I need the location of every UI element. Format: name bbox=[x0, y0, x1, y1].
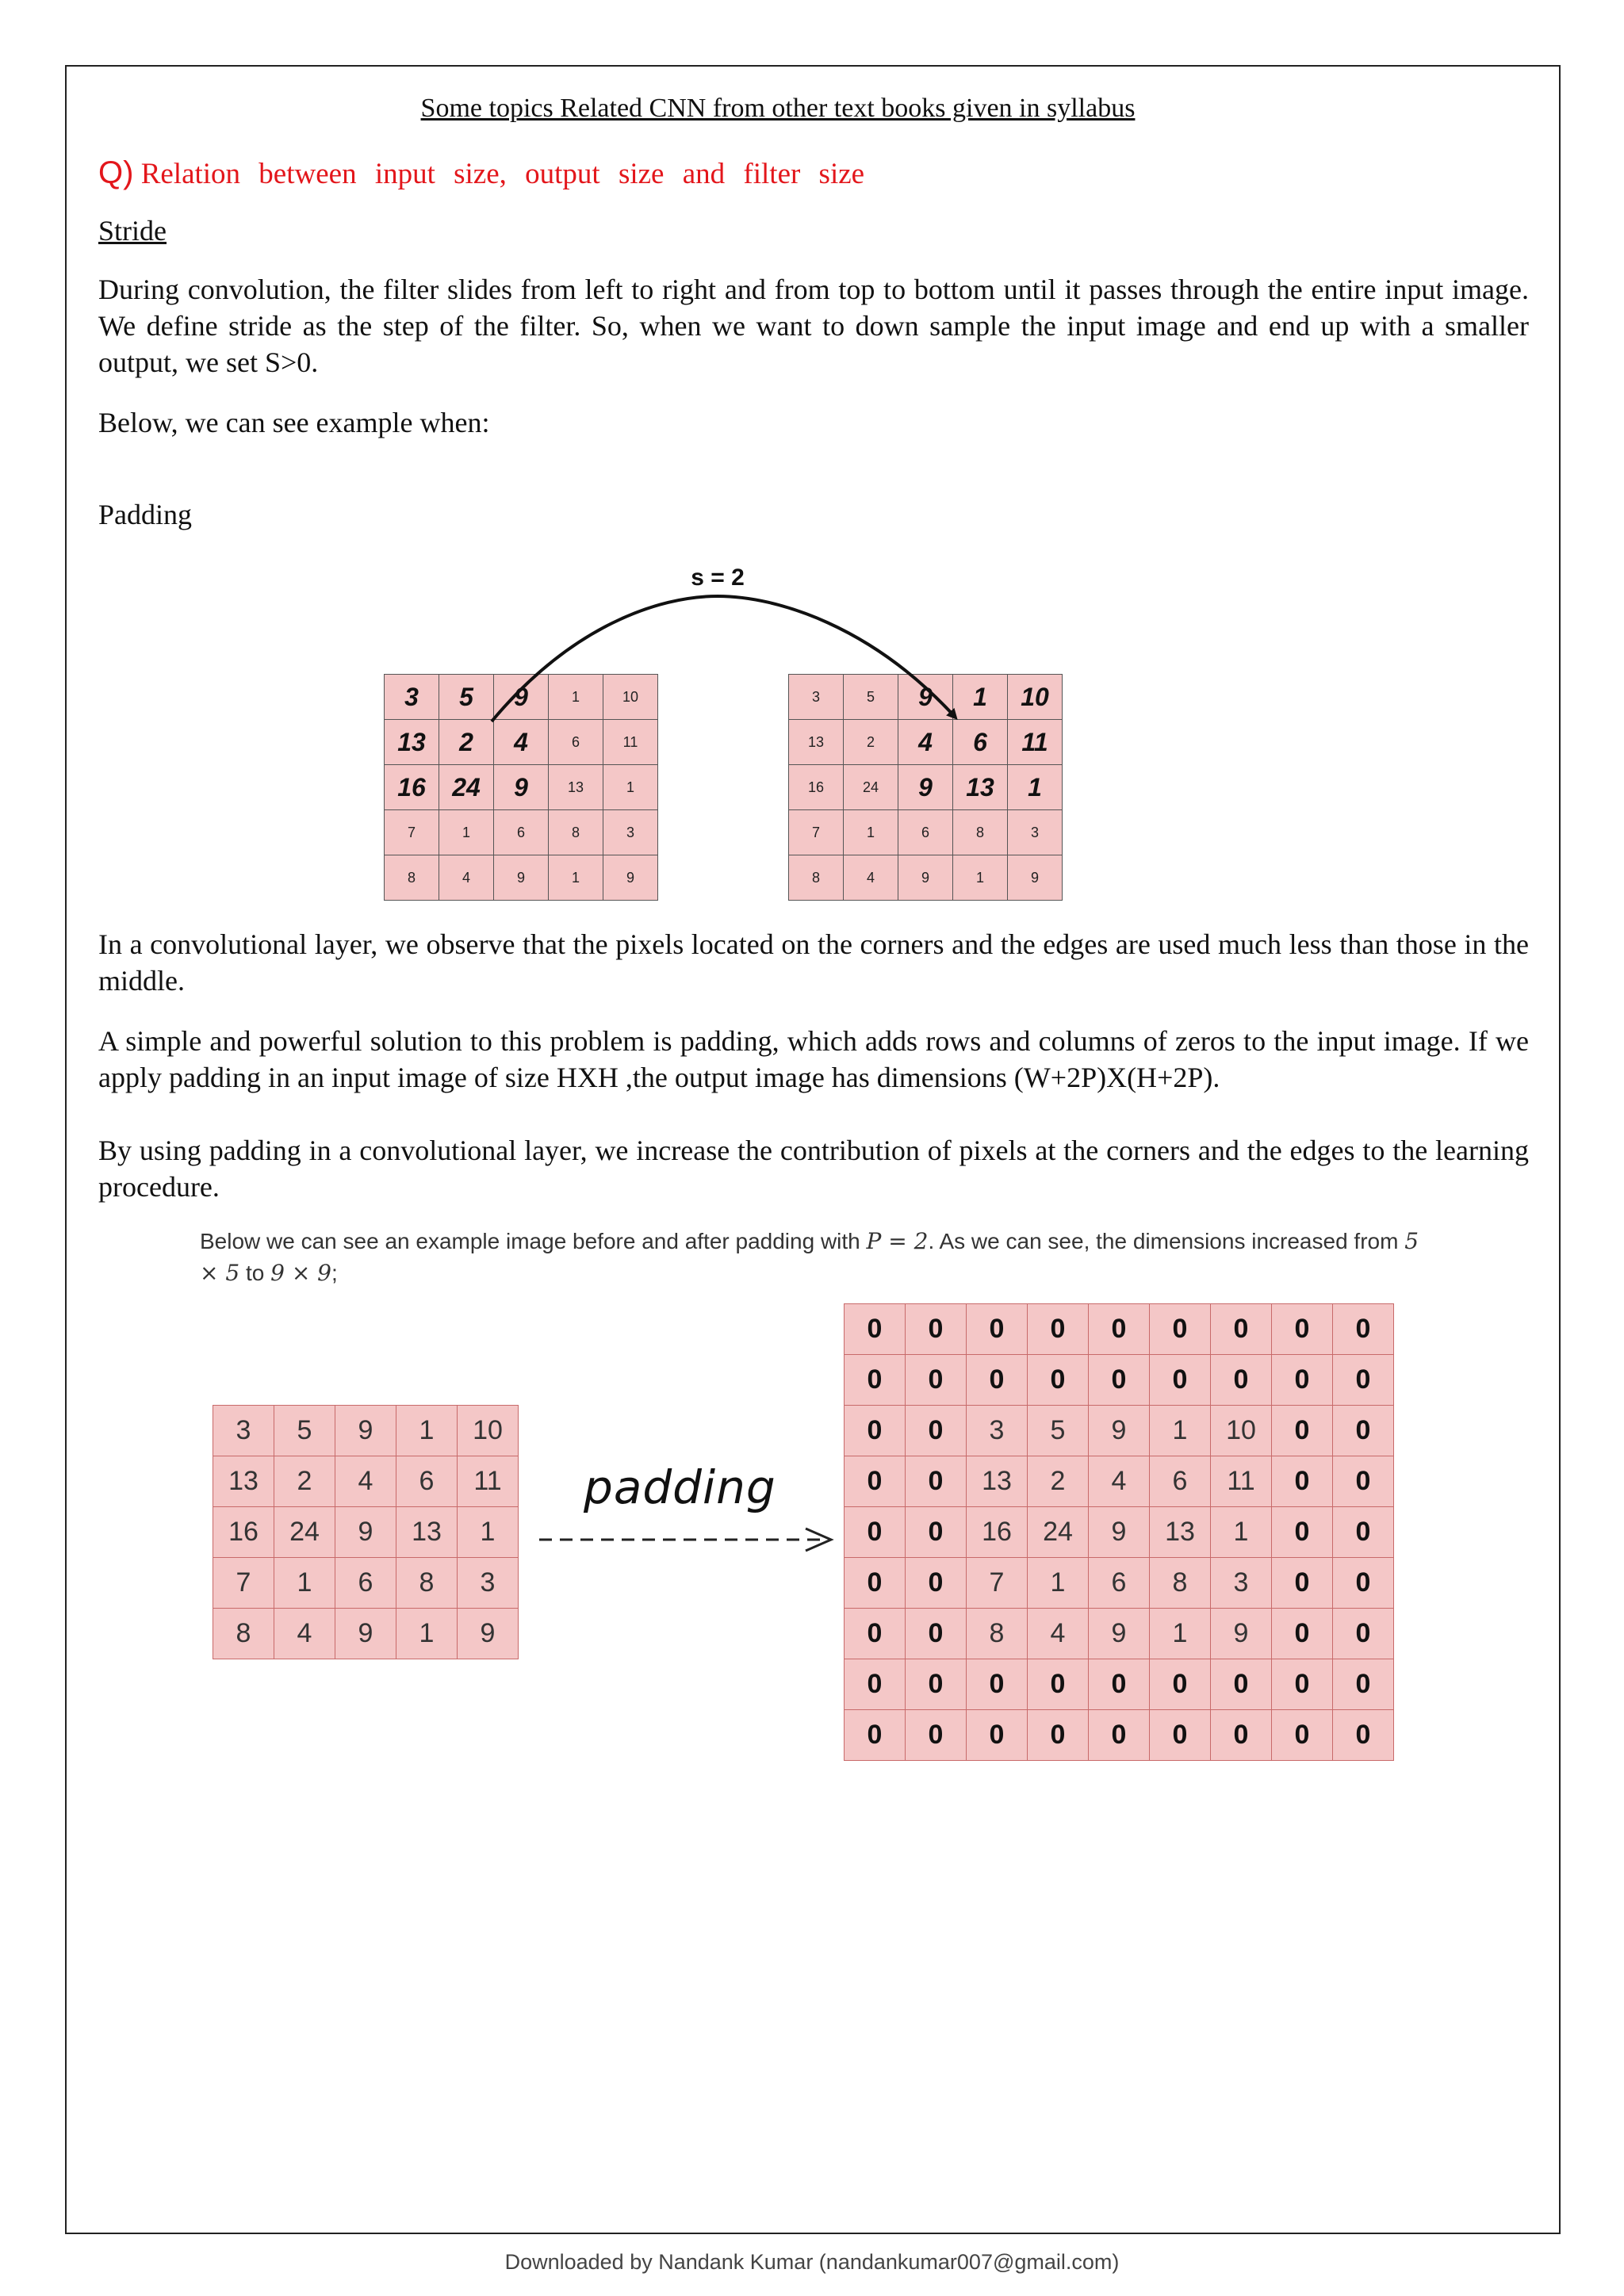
pad-output-cell: 0 bbox=[1272, 1304, 1333, 1355]
pad-input-cell: 1 bbox=[396, 1406, 458, 1456]
pad-output-cell: 3 bbox=[967, 1406, 1028, 1456]
pad-output-cell: 16 bbox=[967, 1507, 1028, 1558]
padding-paragraph-2: A simple and powerful solution to this problem is padding, which adds rows and columns of zeros to the input image. If we apply padding in an input image of size HXH ,the output image has dimensions (W+2P)X(H+2P). bbox=[98, 1025, 1529, 1093]
pad-output-cell: 0 bbox=[1333, 1558, 1394, 1609]
pad-output-cell: 9 bbox=[1089, 1609, 1150, 1659]
stride-left-cell: 1 bbox=[439, 810, 494, 855]
pad-input-cell: 5 bbox=[274, 1406, 335, 1456]
stride-right-cell: 10 bbox=[1008, 675, 1063, 720]
stride-right-cell: 3 bbox=[789, 675, 844, 720]
pad-output-cell: 0 bbox=[906, 1558, 967, 1609]
pad-output-row bbox=[845, 1456, 1394, 1507]
pad-output-cell: 0 bbox=[1089, 1304, 1150, 1355]
pad-output-cell: 0 bbox=[1272, 1456, 1333, 1507]
pad-input-cell: 1 bbox=[396, 1609, 458, 1659]
document-title: Some topics Related CNN from other text books given in syllabus bbox=[420, 94, 1136, 123]
pad-output-cell: 2 bbox=[1028, 1456, 1089, 1507]
pad-output-row bbox=[845, 1304, 1394, 1355]
pad-input-cell: 4 bbox=[335, 1456, 396, 1507]
pad-input-cell: 3 bbox=[213, 1406, 274, 1456]
pad-output-row bbox=[845, 1558, 1394, 1609]
stride-right-cell: 1 bbox=[953, 855, 1008, 901]
stride-left-cell: 7 bbox=[385, 810, 439, 855]
stride-left-cell: 3 bbox=[603, 810, 658, 855]
pad-output-cell: 0 bbox=[1089, 1710, 1150, 1761]
caption-part-3: to bbox=[239, 1261, 271, 1285]
stride-left-cell: 9 bbox=[603, 855, 658, 901]
question-text: Relation between input size, output size and filter size bbox=[140, 158, 865, 190]
pad-input-cell: 9 bbox=[335, 1406, 396, 1456]
stride-right-cell: 11 bbox=[1008, 720, 1063, 765]
caption-math-1: P = 2 bbox=[866, 1228, 929, 1254]
stride-left-cell: 1 bbox=[603, 765, 658, 810]
padding-heading: Padding bbox=[98, 499, 193, 530]
pad-output-cell: 0 bbox=[1150, 1355, 1211, 1406]
pad-output-cell: 0 bbox=[845, 1659, 906, 1710]
pad-output-cell: 0 bbox=[845, 1710, 906, 1761]
pad-input-cell: 16 bbox=[213, 1507, 274, 1558]
pad-output-cell: 0 bbox=[845, 1609, 906, 1659]
stride-left-cell: 9 bbox=[494, 675, 549, 720]
pad-output-cell: 0 bbox=[1211, 1355, 1272, 1406]
pad-output-cell: 4 bbox=[1028, 1609, 1089, 1659]
stride-right-cell: 8 bbox=[789, 855, 844, 901]
pad-input-cell: 9 bbox=[458, 1609, 519, 1659]
pad-input-cell: 8 bbox=[396, 1558, 458, 1609]
stride-heading: Stride bbox=[98, 215, 167, 247]
caption-math-3: 9 × 9 bbox=[270, 1260, 331, 1286]
pad-output-cell: 24 bbox=[1028, 1507, 1089, 1558]
stride-left-cell: 24 bbox=[439, 765, 494, 810]
pad-output-cell: 0 bbox=[1272, 1710, 1333, 1761]
pad-output-cell: 6 bbox=[1150, 1456, 1211, 1507]
pad-output-row bbox=[845, 1710, 1394, 1761]
pad-output-cell: 9 bbox=[1211, 1609, 1272, 1659]
pad-output-cell: 0 bbox=[906, 1659, 967, 1710]
pad-input-cell: 2 bbox=[274, 1456, 335, 1507]
pad-input-cell: 13 bbox=[396, 1507, 458, 1558]
pad-output-cell: 0 bbox=[845, 1304, 906, 1355]
pad-input-cell: 11 bbox=[458, 1456, 519, 1507]
stride-right-cell: 16 bbox=[789, 765, 844, 810]
pad-output-cell: 0 bbox=[1028, 1355, 1089, 1406]
pad-output-cell: 0 bbox=[1272, 1406, 1333, 1456]
pad-output-cell: 0 bbox=[1272, 1609, 1333, 1659]
pad-output-cell: 0 bbox=[1028, 1304, 1089, 1355]
pad-output-cell: 0 bbox=[967, 1355, 1028, 1406]
caption-part-4: ; bbox=[331, 1261, 338, 1285]
stride-right-cell: 9 bbox=[1008, 855, 1063, 901]
pad-output-cell: 0 bbox=[1150, 1659, 1211, 1710]
pad-output-cell: 8 bbox=[967, 1609, 1028, 1659]
stride-left-cell: 6 bbox=[494, 810, 549, 855]
pad-output-cell: 1 bbox=[1211, 1507, 1272, 1558]
stride-right-cell: 9 bbox=[898, 855, 953, 901]
stride-left-cell: 4 bbox=[494, 720, 549, 765]
pad-output-cell: 7 bbox=[967, 1558, 1028, 1609]
stride-right-cell: 8 bbox=[953, 810, 1008, 855]
pad-output-cell: 1 bbox=[1150, 1609, 1211, 1659]
pad-input-cell: 6 bbox=[335, 1558, 396, 1609]
stride-right-cell: 4 bbox=[844, 855, 898, 901]
pad-output-cell: 6 bbox=[1089, 1558, 1150, 1609]
stride-left-cell: 5 bbox=[439, 675, 494, 720]
question-prefix: Q) bbox=[98, 155, 134, 190]
pad-input-cell: 10 bbox=[458, 1406, 519, 1456]
stride-right-cell: 1 bbox=[1008, 765, 1063, 810]
caption-part-2: . As we can see, the dimensions increased from bbox=[928, 1229, 1405, 1253]
pad-output-cell: 0 bbox=[845, 1456, 906, 1507]
stride-right-cell: 3 bbox=[1008, 810, 1063, 855]
pad-output-row bbox=[845, 1609, 1394, 1659]
pad-output-cell: 1 bbox=[1028, 1558, 1089, 1609]
stride-right-cell: 9 bbox=[898, 765, 953, 810]
pad-input-cell: 3 bbox=[458, 1558, 519, 1609]
pad-output-cell: 0 bbox=[845, 1406, 906, 1456]
pad-output-cell: 3 bbox=[1211, 1558, 1272, 1609]
pad-input-cell: 9 bbox=[335, 1609, 396, 1659]
pad-output-cell: 0 bbox=[1150, 1710, 1211, 1761]
stride-left-cell: 1 bbox=[549, 855, 603, 901]
padding-output-grid bbox=[844, 1303, 1394, 1761]
pad-output-cell: 0 bbox=[1211, 1659, 1272, 1710]
pad-input-cell: 9 bbox=[335, 1507, 396, 1558]
pad-output-cell: 0 bbox=[1333, 1507, 1394, 1558]
stride-right-cell: 2 bbox=[844, 720, 898, 765]
pad-output-cell: 0 bbox=[1272, 1558, 1333, 1609]
pad-output-cell: 0 bbox=[906, 1507, 967, 1558]
stride-label: s = 2 bbox=[691, 564, 745, 591]
pad-output-cell: 9 bbox=[1089, 1406, 1150, 1456]
caption-part-1: Below we can see an example image before and after padding with bbox=[200, 1229, 867, 1253]
pad-output-cell: 0 bbox=[1089, 1355, 1150, 1406]
stride-left-cell: 9 bbox=[494, 855, 549, 901]
pad-output-cell: 0 bbox=[1333, 1659, 1394, 1710]
pad-output-cell: 0 bbox=[1333, 1609, 1394, 1659]
pad-output-cell: 0 bbox=[1272, 1507, 1333, 1558]
stride-right-cell: 6 bbox=[953, 720, 1008, 765]
pad-output-cell: 0 bbox=[1333, 1406, 1394, 1456]
stride-left-cell: 3 bbox=[385, 675, 439, 720]
pad-output-cell: 0 bbox=[845, 1355, 906, 1406]
padding-arrow-label: padding bbox=[584, 1460, 776, 1514]
pad-input-cell: 7 bbox=[213, 1558, 274, 1609]
pad-output-cell: 0 bbox=[906, 1456, 967, 1507]
stride-right-cell: 4 bbox=[898, 720, 953, 765]
pad-output-cell: 0 bbox=[1272, 1659, 1333, 1710]
stride-right-cell: 5 bbox=[844, 675, 898, 720]
pad-input-cell: 4 bbox=[274, 1609, 335, 1659]
footer: Downloaded by Nandank Kumar (nandankumar007@gmail.com) bbox=[504, 2250, 1120, 2274]
pad-output-cell: 13 bbox=[967, 1456, 1028, 1507]
stride-left-cell: 8 bbox=[549, 810, 603, 855]
stride-right-cell: 13 bbox=[953, 765, 1008, 810]
pad-input-cell: 8 bbox=[213, 1609, 274, 1659]
stride-left-cell: 6 bbox=[549, 720, 603, 765]
stride-left-cell: 13 bbox=[385, 720, 439, 765]
pad-input-cell: 13 bbox=[213, 1456, 274, 1507]
pad-output-cell: 0 bbox=[845, 1507, 906, 1558]
pad-output-cell: 0 bbox=[1333, 1456, 1394, 1507]
pad-output-row bbox=[845, 1659, 1394, 1710]
pad-input-cell: 6 bbox=[396, 1456, 458, 1507]
pad-output-cell: 0 bbox=[1028, 1710, 1089, 1761]
stride-right-cell: 6 bbox=[898, 810, 953, 855]
stride-left-cell: 13 bbox=[549, 765, 603, 810]
pad-output-cell: 0 bbox=[906, 1609, 967, 1659]
pad-output-cell: 0 bbox=[1089, 1659, 1150, 1710]
stride-right-cell: 1 bbox=[953, 675, 1008, 720]
pad-output-cell: 10 bbox=[1211, 1406, 1272, 1456]
stride-left-cell: 4 bbox=[439, 855, 494, 901]
below-example-text: Below, we can see example when: bbox=[98, 407, 490, 438]
stride-left-cell: 8 bbox=[385, 855, 439, 901]
stride-left-cell: 10 bbox=[603, 675, 658, 720]
pad-output-cell: 0 bbox=[967, 1304, 1028, 1355]
stride-left-cell: 11 bbox=[603, 720, 658, 765]
pad-output-cell: 0 bbox=[906, 1304, 967, 1355]
stride-left-cell: 1 bbox=[549, 675, 603, 720]
pad-output-cell: 0 bbox=[1028, 1659, 1089, 1710]
pad-output-cell: 5 bbox=[1028, 1406, 1089, 1456]
pad-output-cell: 0 bbox=[1272, 1355, 1333, 1406]
stride-left-cell: 9 bbox=[494, 765, 549, 810]
stride-paragraph: During convolution, the filter slides from left to right and from top to bottom until it passes through the entire input image. We define stride as the step of the filter. So, when we want to down sample the input image and end up with a smaller output, we set S>0. bbox=[98, 274, 1529, 378]
pad-output-row bbox=[845, 1507, 1394, 1558]
pad-output-row bbox=[845, 1406, 1394, 1456]
caption-math-2: 5 × 5 bbox=[200, 1228, 1419, 1286]
pad-output-cell: 0 bbox=[906, 1355, 967, 1406]
pad-output-cell: 0 bbox=[1333, 1355, 1394, 1406]
padding-paragraph-1: In a convolutional layer, we observe that the pixels located on the corners and the edges are used much less than those in the middle. bbox=[98, 928, 1529, 997]
pad-output-cell: 0 bbox=[1211, 1304, 1272, 1355]
pad-output-cell: 0 bbox=[967, 1710, 1028, 1761]
pad-input-cell: 1 bbox=[458, 1507, 519, 1558]
padding-paragraph-3: By using padding in a convolutional layer, we increase the contribution of pixels at the corners and the edges to the learning procedure. bbox=[98, 1135, 1529, 1203]
stride-right-cell: 1 bbox=[844, 810, 898, 855]
pad-output-cell: 11 bbox=[1211, 1456, 1272, 1507]
pad-output-cell: 13 bbox=[1150, 1507, 1211, 1558]
pad-output-cell: 0 bbox=[1211, 1710, 1272, 1761]
pad-output-cell: 0 bbox=[1333, 1710, 1394, 1761]
pad-output-cell: 0 bbox=[1333, 1304, 1394, 1355]
stride-left-cell: 16 bbox=[385, 765, 439, 810]
pad-output-cell: 1 bbox=[1150, 1406, 1211, 1456]
pad-input-cell: 24 bbox=[274, 1507, 335, 1558]
pad-output-cell: 0 bbox=[1150, 1304, 1211, 1355]
pad-input-cell: 1 bbox=[274, 1558, 335, 1609]
pad-output-row bbox=[845, 1355, 1394, 1406]
pad-output-cell: 0 bbox=[906, 1406, 967, 1456]
pad-output-cell: 8 bbox=[1150, 1558, 1211, 1609]
stride-right-cell: 13 bbox=[789, 720, 844, 765]
stride-right-cell: 9 bbox=[898, 675, 953, 720]
pad-output-cell: 9 bbox=[1089, 1507, 1150, 1558]
stride-left-cell: 2 bbox=[439, 720, 494, 765]
pad-output-cell: 4 bbox=[1089, 1456, 1150, 1507]
pad-output-cell: 0 bbox=[967, 1659, 1028, 1710]
stride-right-cell: 24 bbox=[844, 765, 898, 810]
stride-right-cell: 7 bbox=[789, 810, 844, 855]
pad-output-cell: 0 bbox=[845, 1558, 906, 1609]
pad-output-cell: 0 bbox=[906, 1710, 967, 1761]
